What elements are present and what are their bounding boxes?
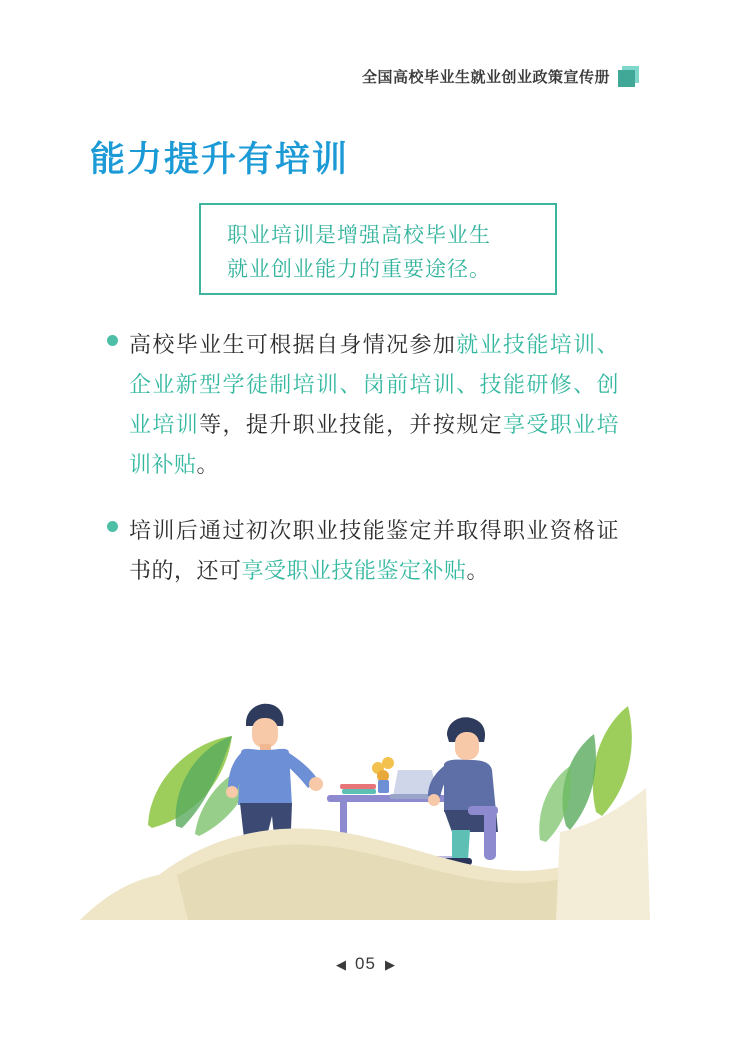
- header-title: 全国高校毕业生就业创业政策宣传册: [361, 69, 610, 86]
- bullet-dot-icon: [107, 335, 118, 346]
- prev-page-arrow-icon[interactable]: ◀: [336, 956, 347, 972]
- books-icon: [340, 784, 376, 794]
- quote-line-1: 职业培训是增强高校毕业生: [227, 224, 491, 247]
- page-header: [362, 66, 639, 87]
- bullet-text: [129, 325, 619, 485]
- body-text-run: 等，提升职业技能，并按规定: [199, 412, 503, 437]
- list-item: [107, 511, 619, 591]
- body-text-run: 培训后通过初次职业技能鉴定并取得职业资格证书的，还可: [129, 518, 619, 583]
- body-text-run: 高校毕业生可根据自身情况参加: [129, 332, 457, 357]
- bullet-text: [129, 511, 619, 591]
- highlighted-phrase: 就业技能培训、企业新型学徒制培训、岗前培训、技能研修、创业培训: [129, 332, 619, 437]
- brand-mark-icon: [618, 66, 639, 87]
- sitting-person: [428, 717, 498, 865]
- quote-text: [227, 219, 533, 287]
- illustration: [0, 620, 731, 920]
- bullet-dot-icon: [107, 521, 118, 532]
- highlighted-phrase: 享受职业技能鉴定补贴: [241, 558, 467, 583]
- next-page-arrow-icon[interactable]: ▶: [384, 956, 395, 972]
- body-text-run: 。: [196, 452, 220, 477]
- page-footer: [0, 954, 731, 974]
- page-number: 05: [355, 954, 376, 973]
- highlighted-phrase: 享受职业培训补贴: [129, 412, 619, 477]
- quote-line-2: 就业创业能力的重要途径。: [227, 258, 491, 281]
- list-item: [107, 325, 619, 485]
- page-title: 能力提升有培训: [90, 140, 350, 179]
- quote-box: [199, 203, 557, 295]
- body-text-run: 。: [466, 558, 490, 583]
- bullet-list: [107, 325, 619, 617]
